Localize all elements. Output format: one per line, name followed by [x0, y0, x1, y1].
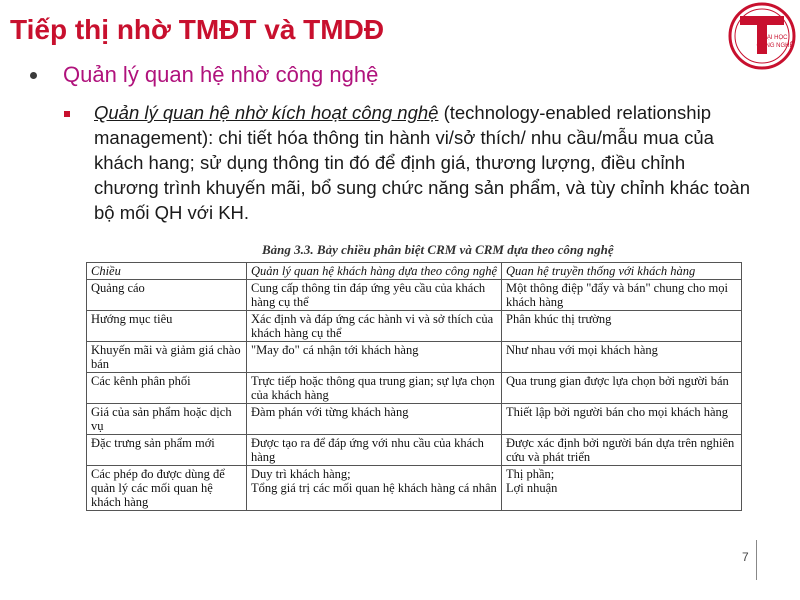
table-cell: Phân khúc thị trường — [502, 311, 742, 342]
bullet-level2 — [60, 100, 750, 225]
table-cell: Một thông điệp "đẩy và bán" chung cho mọi khách hàng — [502, 280, 742, 311]
table-caption: Bảng 3.3. Bảy chiều phân biệt CRM và CRM dựa theo công nghệ — [262, 242, 614, 257]
table-row — [87, 466, 742, 511]
table-header-cell: Quan hệ truyền thống với khách hàng — [502, 263, 742, 280]
table-cell: Các phép đo được dùng để quản lý các mối quan hệ khách hàng — [87, 466, 247, 511]
university-logo-icon — [728, 2, 796, 70]
logo-text-line2: CÔNG NGHỆ — [756, 43, 794, 49]
bullet-level1-text: Quản lý quan hệ nhờ công nghệ — [63, 62, 379, 87]
bullet-level1 — [30, 62, 770, 88]
table-cell: Cung cấp thông tin đáp ứng yêu cầu của khách hàng cụ thể — [247, 280, 502, 311]
table-row — [87, 404, 742, 435]
table-row — [87, 280, 742, 311]
table-row — [87, 311, 742, 342]
table-cell: Xác định và đáp ứng các hành vi và sở thích của khách hàng cụ thể — [247, 311, 502, 342]
bullet-level2-rest: (technology-enabled relationship management): chi tiết hóa thông tin hành vi/sở thích/ nhu cầu/mẫu mua của khách hang; sử dụng thông tin đó để định giá, thương lượng, điều chỉnh chương trình khuyến mãi, bổ sung chức năng sản phẩm, và tùy chỉnh khác toàn bộ mối QH với KH. — [94, 102, 751, 223]
table-cell: Được tạo ra để đáp ứng với nhu cầu của khách hàng — [247, 435, 502, 466]
page-number: 7 — [742, 550, 749, 564]
bullet-dot-icon — [30, 72, 37, 79]
bullet-level2-emphasis: Quản lý quan hệ nhờ kích hoạt công nghệ — [94, 102, 439, 123]
table-cell: Các kênh phân phối — [87, 373, 247, 404]
table-cell: Khuyến mãi và giảm giá chào bán — [87, 342, 247, 373]
table-cell: Thiết lập bởi người bán cho mọi khách hàng — [502, 404, 742, 435]
table-row — [87, 373, 742, 404]
bullet-level2-text — [94, 100, 750, 225]
table-cell: "May đo" cá nhận tới khách hàng — [247, 342, 502, 373]
table-cell: Qua trung gian được lựa chọn bởi người bán — [502, 373, 742, 404]
table-cell: Giá của sản phẩm hoặc dịch vụ — [87, 404, 247, 435]
table-cell: Đàm phán với từng khách hàng — [247, 404, 502, 435]
table-row — [87, 435, 742, 466]
table-row — [87, 342, 742, 373]
table-header-cell: Quản lý quan hệ khách hàng dựa theo công nghệ — [247, 263, 502, 280]
table-cell: Đặc trưng sản phẩm mới — [87, 435, 247, 466]
table-cell: Được xác định bởi người bán dựa trên nghiên cứu và phát triển — [502, 435, 742, 466]
table-header-cell: Chiều — [87, 263, 247, 280]
table-cell: Như nhau với mọi khách hàng — [502, 342, 742, 373]
logo-text-line1: ĐẠI HỌC — [762, 35, 788, 41]
bullet-square-icon — [64, 111, 70, 117]
table-cell: Trực tiếp hoặc thông qua trung gian; sự lựa chọn của khách hàng — [247, 373, 502, 404]
table-cell: Duy trì khách hàng; Tổng giá trị các mối quan hệ khách hàng cá nhân — [247, 466, 502, 511]
crm-comparison-table — [86, 262, 742, 511]
table-cell: Hướng mục tiêu — [87, 311, 247, 342]
table-cell: Thị phần; Lợi nhuận — [502, 466, 742, 511]
table-header-row — [87, 263, 742, 280]
page-divider — [756, 540, 757, 580]
slide-title: Tiếp thị nhờ TMĐT và TMDĐ — [10, 14, 385, 45]
table-cell: Quảng cáo — [87, 280, 247, 311]
